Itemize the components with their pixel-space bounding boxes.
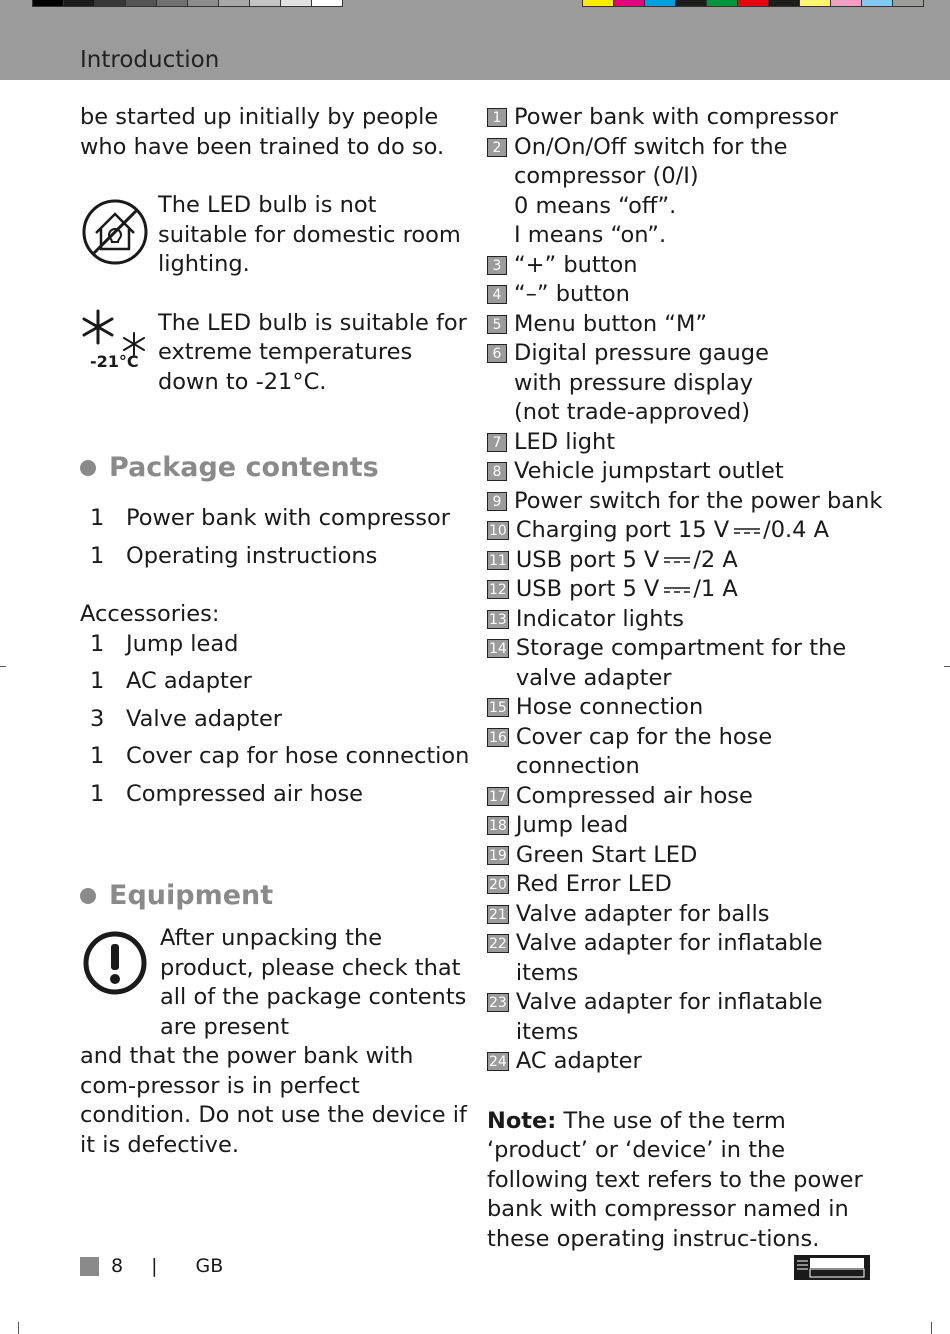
color-swatch bbox=[676, 0, 707, 6]
part-item bbox=[487, 310, 887, 340]
list-item bbox=[80, 630, 470, 660]
part-label-suffix: /2 A bbox=[693, 546, 738, 573]
gray-swatch bbox=[33, 0, 64, 6]
part-number: 10 bbox=[489, 523, 507, 539]
led-domestic-text: The LED bulb is not suitable for domestic room lighting. bbox=[158, 192, 461, 277]
crop-mark bbox=[931, 1322, 932, 1334]
color-swatch bbox=[738, 0, 769, 6]
part-label-text: USB port 5 V bbox=[515, 546, 660, 573]
crop-mark bbox=[0, 666, 6, 667]
note-text: The use of the term ‘product’ or ‘device’ in the following text refers to the power bank with compressor named in these operating instruc-tions. bbox=[487, 1107, 863, 1252]
gray-calibration-strip bbox=[32, 0, 343, 7]
color-swatch bbox=[707, 0, 738, 6]
part-label-text: Cover cap for the hose connection bbox=[515, 723, 773, 779]
part-number: 6 bbox=[487, 344, 507, 363]
item-quantity: 1 bbox=[90, 505, 105, 531]
dc-symbol-icon bbox=[664, 555, 690, 565]
item-quantity: 1 bbox=[90, 780, 105, 807]
led-temperature-note bbox=[80, 309, 470, 398]
equipment-heading bbox=[80, 879, 470, 913]
list-item bbox=[80, 705, 470, 735]
part-number: 23 bbox=[489, 995, 507, 1011]
part-number: 13 bbox=[489, 611, 507, 628]
temperature-label: -21°C bbox=[90, 351, 139, 371]
part-label bbox=[514, 428, 615, 458]
footer bbox=[80, 1255, 223, 1277]
crop-mark bbox=[944, 666, 950, 667]
part-label-text: Charging port 15 V bbox=[515, 517, 730, 543]
part-label bbox=[516, 841, 697, 871]
part-label bbox=[516, 988, 887, 1047]
part-item bbox=[487, 103, 887, 133]
item-quantity: 1 bbox=[90, 630, 105, 657]
part-label bbox=[514, 310, 707, 340]
part-number: 24 bbox=[489, 1054, 507, 1070]
gray-swatch bbox=[157, 0, 188, 6]
gray-swatch bbox=[312, 0, 342, 6]
part-item bbox=[487, 929, 887, 988]
dc-symbol-icon bbox=[664, 585, 690, 595]
part-item bbox=[487, 605, 887, 635]
item-quantity: 1 bbox=[90, 668, 105, 694]
equipment-text-a: After unpacking the product, please check that all of the package contents are present bbox=[160, 925, 467, 1040]
part-label bbox=[516, 516, 829, 546]
part-number: 7 bbox=[487, 433, 507, 452]
part-label-suffix: /1 A bbox=[693, 576, 738, 602]
item-label: Power bank with compressor bbox=[126, 505, 450, 531]
part-item bbox=[487, 634, 887, 693]
part-label-text: Vehicle jumpstart outlet bbox=[514, 458, 784, 484]
right-column bbox=[487, 103, 887, 1254]
bullet-icon bbox=[80, 460, 96, 476]
part-label-text: Power bank with compressor bbox=[514, 104, 838, 130]
part-label bbox=[516, 811, 628, 841]
color-swatch bbox=[800, 0, 831, 6]
part-label bbox=[516, 546, 738, 576]
item-label: Jump lead bbox=[126, 630, 239, 657]
color-swatch bbox=[583, 0, 614, 6]
part-label-text: “+” button bbox=[514, 251, 638, 278]
part-item bbox=[487, 841, 887, 871]
equipment-text-b: and that the power bank with com-pressor is in perfect condition. Do not use the device if it is defective. bbox=[80, 1043, 467, 1158]
part-item bbox=[487, 988, 887, 1047]
section-header: Introduction bbox=[80, 47, 220, 73]
package-contents-heading bbox=[80, 451, 470, 485]
part-number: 8 bbox=[487, 462, 507, 481]
color-swatch bbox=[862, 0, 893, 6]
left-column bbox=[80, 103, 470, 1160]
item-label: Operating instructions bbox=[126, 542, 378, 569]
list-item bbox=[80, 742, 470, 772]
part-label-text: Green Start LED bbox=[515, 841, 698, 868]
item-label: AC adapter bbox=[126, 668, 252, 694]
item-label: Valve adapter bbox=[126, 705, 283, 732]
part-item bbox=[487, 428, 887, 458]
part-label-text: “–” button bbox=[514, 281, 630, 307]
part-number: 19 bbox=[489, 847, 507, 864]
part-item bbox=[487, 133, 887, 251]
part-number: 11 bbox=[489, 552, 507, 569]
part-number: 22 bbox=[489, 936, 507, 952]
part-label-text: Valve adapter for inflatable items bbox=[515, 989, 823, 1045]
part-label-text: Indicator lights bbox=[515, 605, 684, 632]
list-item bbox=[80, 504, 470, 534]
part-label bbox=[516, 870, 672, 900]
part-label bbox=[516, 693, 703, 723]
equipment-warning-note bbox=[80, 924, 470, 1042]
gray-swatch bbox=[126, 0, 157, 6]
part-label-text: Storage compartment for the valve adapter bbox=[515, 635, 847, 691]
accessories-label: Accessories: bbox=[80, 601, 220, 627]
part-label-text: Compressed air hose bbox=[515, 782, 753, 809]
page-marker-square bbox=[80, 1257, 99, 1276]
list-item bbox=[80, 542, 470, 572]
part-item bbox=[487, 457, 887, 487]
part-label-text: Valve adapter for balls bbox=[515, 900, 770, 927]
bullet-icon bbox=[80, 888, 96, 904]
gray-swatch bbox=[219, 0, 250, 6]
part-number: 3 bbox=[487, 256, 507, 275]
brand-logo bbox=[794, 1255, 870, 1280]
package-list bbox=[80, 504, 470, 571]
part-number: 14 bbox=[489, 641, 507, 657]
part-label bbox=[516, 723, 772, 782]
item-quantity: 1 bbox=[90, 743, 105, 769]
part-label bbox=[514, 339, 769, 428]
color-swatch bbox=[645, 0, 676, 6]
part-label bbox=[516, 929, 887, 988]
part-label bbox=[516, 900, 770, 930]
part-item bbox=[487, 251, 887, 281]
part-label-text: Valve adapter for inflatable items bbox=[515, 930, 823, 986]
part-item bbox=[487, 280, 887, 310]
part-label-text: Menu button “M” bbox=[514, 310, 708, 337]
color-calibration-strip bbox=[582, 0, 924, 7]
part-number: 20 bbox=[489, 877, 507, 893]
color-swatch bbox=[769, 0, 800, 6]
part-number: 1 bbox=[487, 108, 507, 127]
part-item bbox=[487, 575, 887, 605]
part-item bbox=[487, 339, 887, 428]
part-item bbox=[487, 1047, 887, 1077]
gray-swatch bbox=[188, 0, 219, 6]
part-label-text: Digital pressure gauge with pressure display (not trade-approved) bbox=[514, 340, 769, 425]
gray-swatch bbox=[95, 0, 126, 6]
led-temperature-text: The LED bulb is suitable for extreme temperatures down to -21°C. bbox=[158, 309, 467, 395]
led-domestic-note bbox=[80, 191, 470, 280]
part-label bbox=[514, 251, 638, 281]
gray-swatch bbox=[250, 0, 281, 6]
color-swatch bbox=[893, 0, 923, 6]
part-number: 5 bbox=[487, 315, 507, 334]
list-item bbox=[80, 667, 470, 697]
part-number: 21 bbox=[489, 906, 507, 923]
part-item bbox=[487, 782, 887, 812]
part-number: 12 bbox=[489, 582, 507, 598]
part-item bbox=[487, 870, 887, 900]
part-label bbox=[516, 575, 738, 605]
footer-separator: | bbox=[151, 1255, 158, 1277]
part-label-text: USB port 5 V bbox=[515, 576, 660, 602]
crop-mark bbox=[18, 1322, 19, 1334]
part-number: 18 bbox=[489, 818, 507, 834]
part-number: 15 bbox=[489, 700, 507, 716]
part-label-text: Hose connection bbox=[515, 694, 704, 720]
part-label bbox=[514, 133, 787, 251]
part-number: 17 bbox=[489, 788, 507, 805]
part-number: 2 bbox=[487, 138, 507, 157]
no-domestic-lighting-icon bbox=[80, 197, 150, 276]
list-item bbox=[80, 780, 470, 810]
part-item bbox=[487, 693, 887, 723]
part-label-text: On/On/Off switch for the compressor (0/I) 0 means “off”. I means “on”. bbox=[514, 133, 788, 248]
part-item bbox=[487, 487, 887, 517]
warning-exclamation-icon bbox=[80, 930, 150, 1009]
part-label bbox=[516, 782, 753, 812]
item-label: Compressed air hose bbox=[126, 780, 364, 807]
accessories-list bbox=[80, 630, 470, 810]
package-contents-title: Package contents bbox=[109, 452, 379, 483]
part-item bbox=[487, 900, 887, 930]
note-paragraph bbox=[487, 1107, 887, 1255]
gray-swatch bbox=[64, 0, 95, 6]
language-code: GB bbox=[195, 1255, 224, 1277]
part-label bbox=[514, 280, 630, 310]
parts-list bbox=[487, 103, 887, 1077]
part-label bbox=[514, 487, 882, 517]
part-label-text: Jump lead bbox=[515, 812, 629, 838]
part-label bbox=[516, 1047, 642, 1077]
item-quantity: 1 bbox=[90, 542, 105, 569]
part-label bbox=[514, 457, 784, 487]
equipment-title: Equipment bbox=[109, 880, 274, 911]
part-label-text: Power switch for the power bank bbox=[514, 487, 883, 514]
note-label: Note: bbox=[487, 1107, 557, 1134]
part-label bbox=[514, 103, 838, 133]
part-label-suffix: /0.4 A bbox=[763, 517, 830, 543]
intro-text: be started up initially by people who have been trained to do so. bbox=[80, 104, 445, 160]
part-label bbox=[516, 605, 684, 635]
part-item bbox=[487, 546, 887, 576]
color-swatch bbox=[614, 0, 645, 6]
part-item bbox=[487, 516, 887, 546]
part-number: 9 bbox=[487, 492, 507, 511]
part-label-text: Red Error LED bbox=[515, 871, 672, 897]
part-item bbox=[487, 811, 887, 841]
dc-symbol-icon bbox=[734, 526, 760, 536]
part-label-text: AC adapter bbox=[515, 1048, 642, 1074]
gray-swatch bbox=[281, 0, 312, 6]
part-number: 16 bbox=[489, 729, 507, 746]
part-label-text: LED light bbox=[514, 428, 616, 455]
color-swatch bbox=[831, 0, 862, 6]
part-item bbox=[487, 723, 887, 782]
part-number: 4 bbox=[487, 285, 507, 304]
page-number: 8 bbox=[111, 1255, 124, 1277]
item-quantity: 3 bbox=[90, 705, 105, 732]
part-label bbox=[516, 634, 846, 693]
item-label: Cover cap for hose connection bbox=[126, 743, 470, 769]
